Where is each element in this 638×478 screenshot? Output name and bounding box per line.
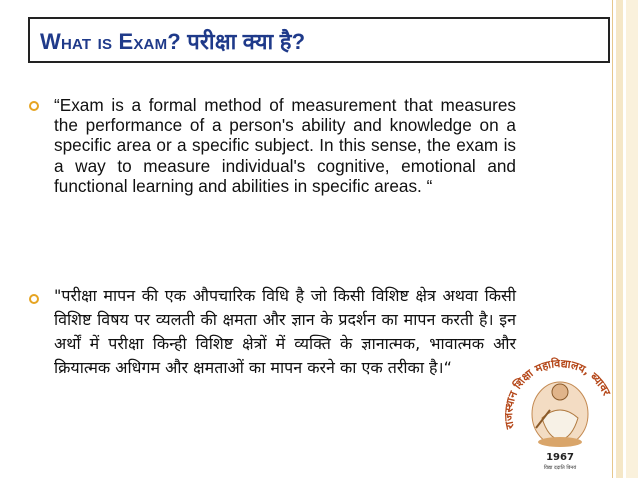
college-logo (502, 332, 614, 472)
bullet-ring-icon (29, 294, 39, 304)
bullet-text-english: “Exam is a formal method of measurement that measures the performance of a person's ability and knowledge on a specific area or a specific subject. In this sense, the exam is a way to measure individual's cognitive, emotional and functional learning and abilities in specific areas. “ (54, 95, 516, 196)
logo-arc-text: राजस्थान शिक्षा महाविद्यालय, ब्यावर (502, 357, 614, 431)
decorative-stripe (626, 0, 638, 478)
bullet-ring-icon (29, 101, 39, 111)
decorative-stripe (616, 0, 623, 478)
logo-motto: विद्या ददाति विनयं (543, 465, 577, 471)
bullet-text-hindi: "परीक्षा मापन की एक औपचारिक विधि है जो किसी विशिष्ट क्षेत्र अथवा किसी विशिष्ट विषय पर व्यलती की क्षमता और ज्ञान के प्रदर्शन का मापन करती है। इन अर्थों में परीक्षा किन्ही विशिष्ट क्षेत्रों में व्यक्ति के ज्ञानात्मक, भावात्मक और क्रियात्मक अधिगम और क्षमताओं का मापन करने का एक तरीका है।“ (54, 286, 516, 377)
slide-title: What is Exam? परीक्षा क्या है? (40, 29, 306, 54)
logo-year: 1967 (546, 452, 574, 463)
title-box (28, 17, 610, 63)
